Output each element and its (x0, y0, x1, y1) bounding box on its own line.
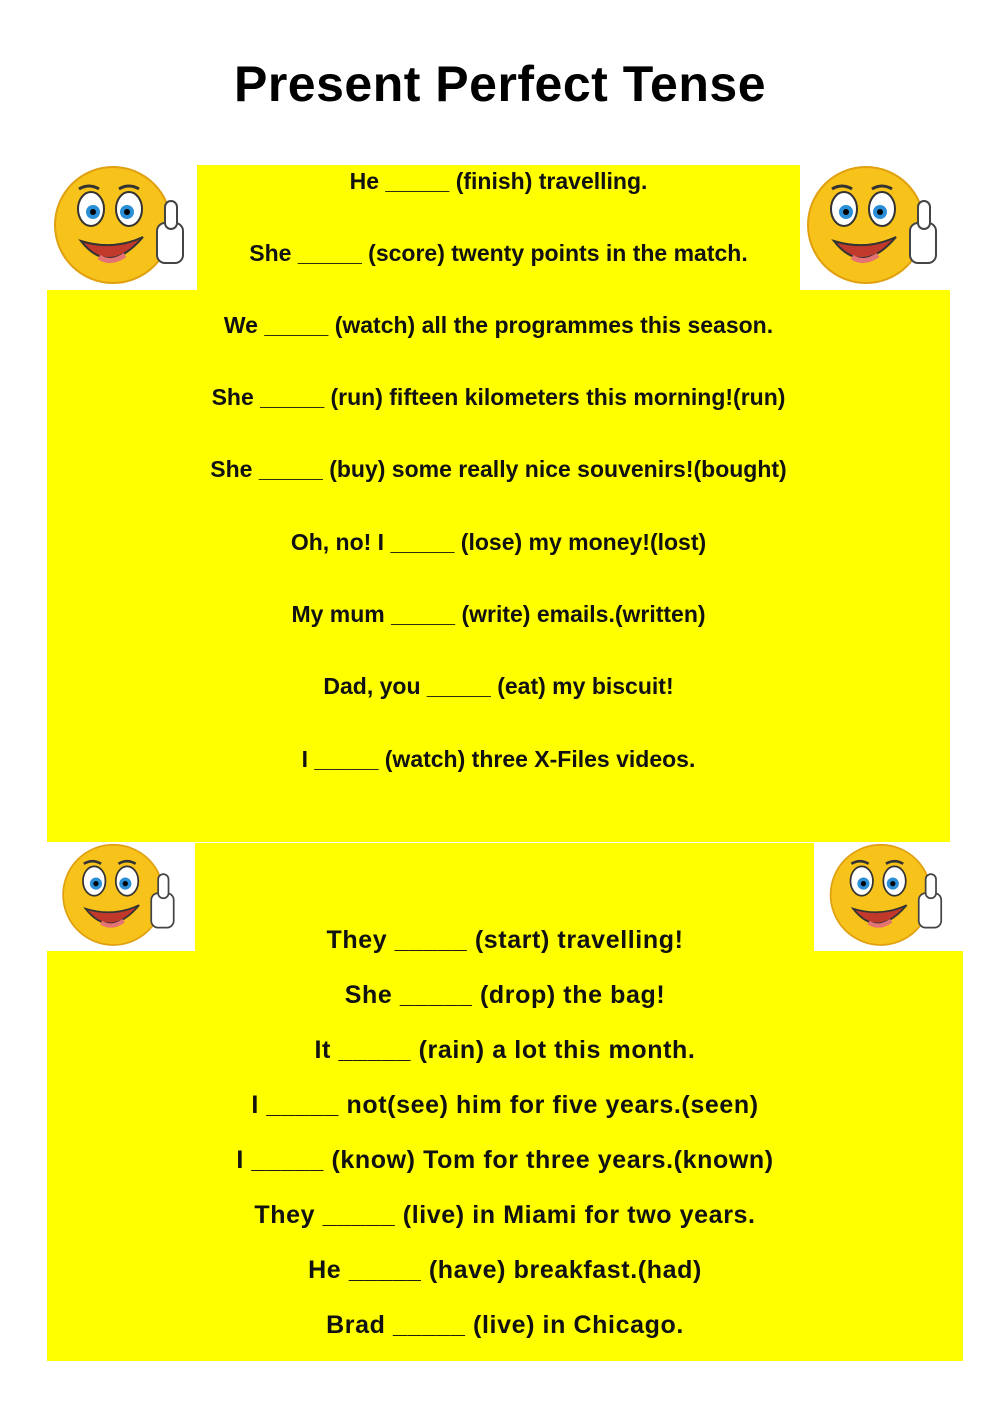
page-title: Present Perfect Tense (233, 56, 767, 112)
sentence: It _____ (rain) a lot this month. (314, 1036, 696, 1064)
sentence: I _____ (watch) three X-Files videos. (301, 746, 696, 772)
sentence: I _____ not(see) him for five years.(seen) (251, 1091, 759, 1119)
sentence: They _____ (start) travelling! (326, 926, 684, 954)
exercise-section-1 (47, 165, 950, 842)
sentence: They _____ (live) in Miami for two years. (254, 1201, 756, 1229)
sentence: Oh, no! I _____ (lose) my money!(lost) (290, 529, 707, 555)
sentence: He _____ (have) breakfast.(had) (308, 1256, 702, 1284)
sentence: Dad, you _____ (eat) my biscuit! (323, 673, 674, 699)
sentence: She _____ (buy) some really nice souvenirs!(bought) (210, 456, 787, 482)
exercise-section-2 (47, 843, 963, 1361)
sentence: He _____ (finish) travelling. (349, 168, 648, 194)
sentence: She _____ (drop) the bag! (344, 981, 666, 1009)
sentence: My mum _____ (write) emails.(written) (291, 601, 706, 627)
sentence: She _____ (score) twenty points in the match. (249, 240, 748, 266)
sentence: We _____ (watch) all the programmes this season. (223, 312, 774, 338)
sentence: I _____ (know) Tom for three years.(known) (236, 1146, 774, 1174)
sentence: She _____ (run) fifteen kilometers this morning!(run) (211, 384, 786, 410)
sentence: Brad _____ (live) in Chicago. (326, 1311, 684, 1339)
